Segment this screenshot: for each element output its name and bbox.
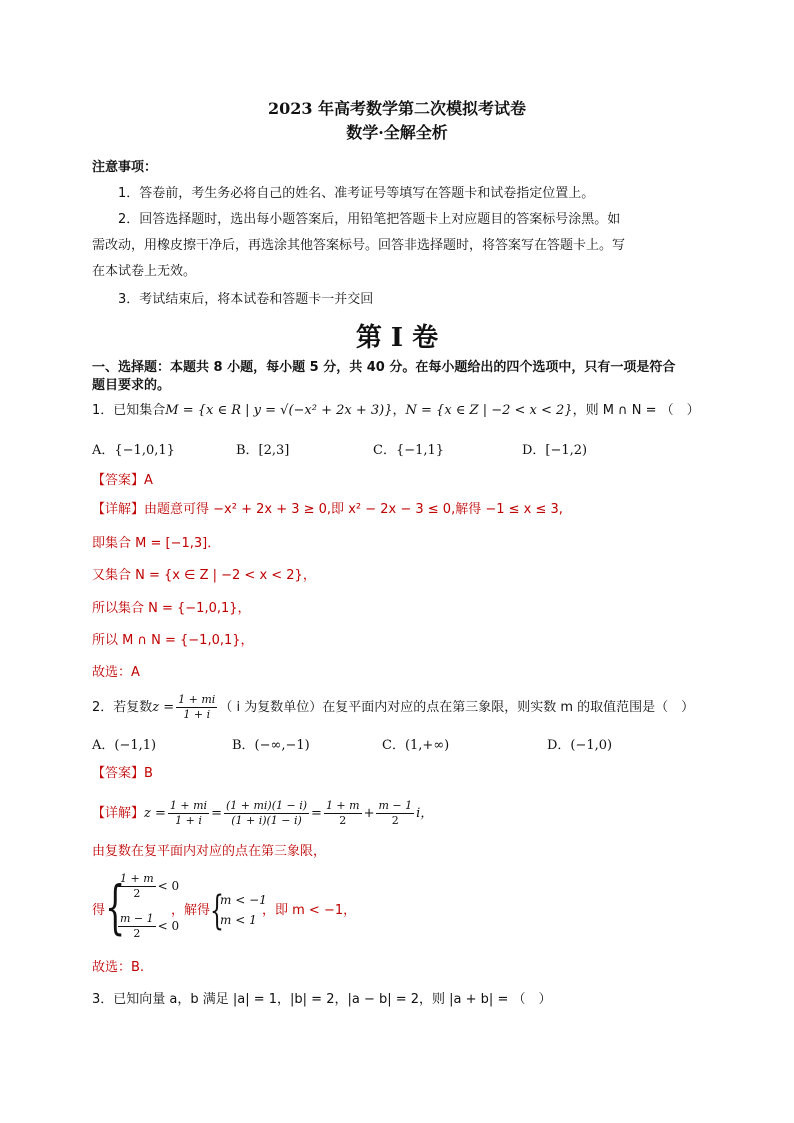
q1-stem: 1．已知集合M = {x ∈ R | y = √(−x² + 2x + 3)}，N = {x ∈ Z | −2 < x < 2}，则 M ∩ N = （ ） bbox=[92, 403, 700, 418]
q2-result-row-2: m < 1 bbox=[220, 913, 257, 927]
q2-answer: 【答案】B bbox=[92, 766, 153, 781]
q2-detail-1: 【详解】z = $\frac{1 + mi}{1 + i}$ = $\frac{(1 + mi)(1 - i)}{(1 + i)(1 - i)}$ = $\frac{1 + m}{2}$ + $\frac{m - 1}{2}$ i， bbox=[92, 799, 434, 827]
q2-result: ，即 m < −1， bbox=[262, 903, 357, 918]
q2-result-row-1: m < −1 bbox=[220, 893, 267, 907]
q2-detail-2: 由复数在复平面内对应的点在第三象限， bbox=[92, 844, 327, 859]
q2-sys-row-1: $\frac{1 + m}{2}$ < 0 bbox=[120, 872, 180, 900]
notice-item-2-end: 在本试卷上无效。 bbox=[92, 264, 197, 279]
q1-detail-5: 所以 M ∩ N = {−1,0,1}， bbox=[92, 633, 254, 648]
notice-item-2: 2．回答选择题时，选出每小题答案后，用铅笔把答题卡上对应题目的答案标号涂黑。如 bbox=[118, 212, 621, 227]
page-subtitle: 数学·全解全析 bbox=[346, 123, 448, 142]
q1-option-b: B．[2,3] bbox=[236, 443, 290, 458]
q2-choose: 故选：B. bbox=[92, 960, 145, 975]
notice-heading: 注意事项： bbox=[92, 160, 158, 175]
left-brace-icon-2: { bbox=[210, 888, 224, 934]
q1-detail-1: 【详解】由题意可得 −x² + 2x + 3 ≥ 0,即 x² − 2x − 3 ≤ 0,解得 −1 ≤ x ≤ 3, bbox=[92, 502, 563, 517]
q1-detail-2: 即集合 M = [−1,3]． bbox=[92, 536, 221, 551]
section-heading: 一、选择题：本题共 8 小题，每小题 5 分，共 40 分。在每小题给出的四个选项中，只有一项是符合 bbox=[92, 360, 676, 375]
q2-option-c: C．(1,+∞) bbox=[382, 738, 450, 753]
q2-option-b: B．(−∞,−1) bbox=[232, 738, 310, 753]
q2-option-d: D．(−1,0) bbox=[547, 738, 613, 753]
q1-answer: 【答案】A bbox=[92, 473, 153, 488]
left-brace-icon: { bbox=[105, 873, 126, 941]
q1-option-c: C．{−1,1} bbox=[373, 443, 445, 458]
q2-solve: ，解得 bbox=[171, 903, 211, 918]
notice-item-1: 1．答卷前，考生务必将自己的姓名、准考证号等填写在答题卡和试卷指定位置上。 bbox=[118, 186, 595, 201]
q1-detail-4: 所以集合 N = {−1,0,1}， bbox=[92, 601, 251, 616]
page-title: 2023 年高考数学第二次模拟考试卷 bbox=[267, 99, 527, 118]
q2-de: 得 bbox=[92, 903, 106, 918]
q1-set-m: M = {x ∈ R | y = √(−x² + 2x + 3)} bbox=[165, 403, 393, 418]
notice-item-3: 3．考试结束后，将本试卷和答题卡一并交回 bbox=[118, 292, 374, 307]
section-heading-cont: 题目要求的。 bbox=[92, 378, 171, 393]
notice-item-2-cont: 需改动，用橡皮擦干净后，再选涂其他答案标号。回答非选择题时，将答案写在答题卡上。写 bbox=[92, 238, 626, 253]
q1-detail-3: 又集合 N = {x ∈ Z | −2 < x < 2}， bbox=[92, 568, 316, 583]
q1-option-d: D．[−1,2) bbox=[522, 443, 588, 458]
q2-sys-row-2: $\frac{m - 1}{2}$ < 0 bbox=[120, 912, 180, 940]
q3-stem: 3．已知向量 a，b 满足 |a| = 1，|b| = 2，|a − b| = 2，则 |a + b| = （ ） bbox=[92, 992, 552, 1007]
q1-detail-6: 故选：A bbox=[92, 665, 140, 680]
q2-option-a: A．(−1,1) bbox=[92, 738, 157, 753]
q2-stem: 2．若复数z = $\frac{1 + mi}{1 + i}$ （ i 为复数单位）在复平面内对应的点在第三象限，则实数 m 的取值范围是（ ） bbox=[92, 693, 695, 721]
q1-set-n: N = {x ∈ Z | −2 < x < 2} bbox=[405, 403, 573, 418]
volume-heading: 第 I 卷 bbox=[355, 323, 439, 353]
q1-option-a: A．{−1,0,1} bbox=[92, 443, 175, 458]
q2-fraction: $\frac{1 + mi}{1 + i}$ bbox=[178, 693, 216, 721]
